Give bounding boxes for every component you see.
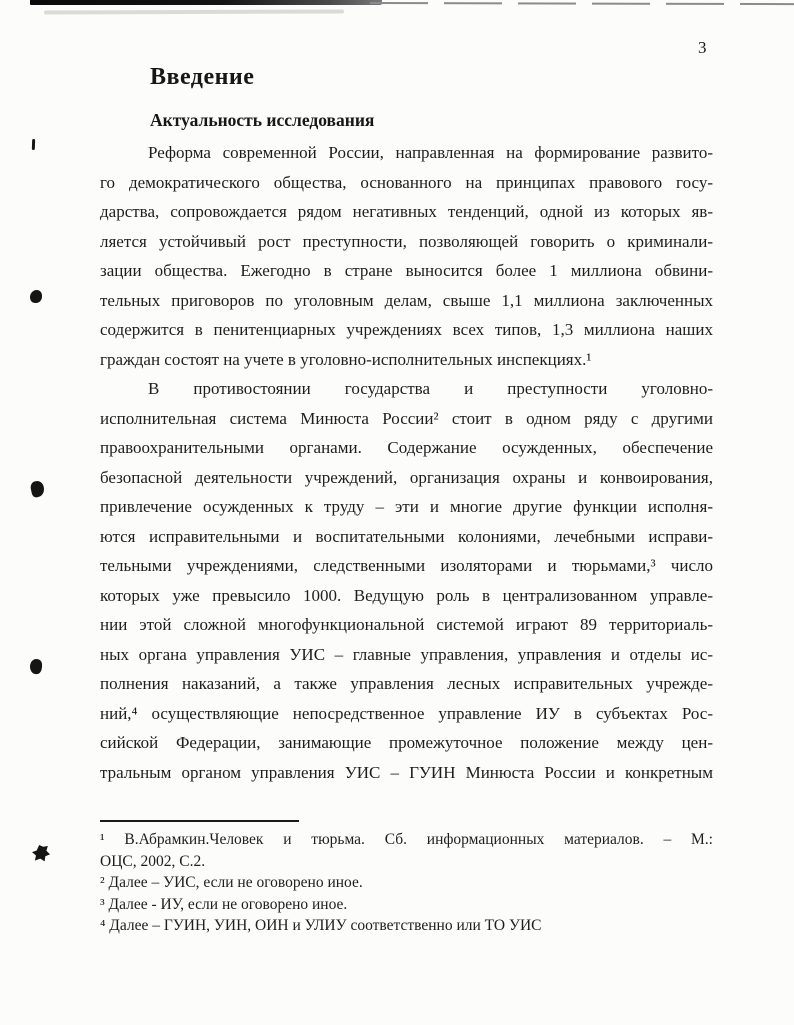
text-line: содержится в пенитенциарных учреждениях всех типов, 1,3 миллиона наших: [100, 320, 713, 339]
text-line: го демократического общества, основанного на принципах правового госу-: [100, 172, 713, 192]
text-line: тральным органом управления УИС – ГУИН Минюста России и конкретным: [100, 762, 713, 782]
chapter-heading: Введение: [150, 64, 255, 90]
text-line: ляется устойчивый рост преступности, позволяющей говорить о криминали-: [100, 231, 713, 251]
text-line: привлечение осужденных к труду – эти и многие другие функции исполня-: [100, 497, 713, 516]
footnote-list: [100, 829, 713, 937]
text-line: дарства, сопровождается рядом негативных тенденций, одной из которых яв-: [100, 202, 713, 221]
footnote-line: ³ Далее - ИУ, если не оговорено иное.: [100, 895, 348, 913]
text-line: В противостоянии государства и преступности уголовно-: [148, 379, 713, 398]
text-line: граждан состоят на учете в уголовно-исполнительных инспекциях.¹: [100, 349, 592, 369]
footnote-separator: [100, 820, 299, 822]
footnote-line: ¹ В.Абрамкин.Человек и тюрьма. Сб. информационных материалов. – М.:: [100, 831, 713, 848]
text-line: сийской Федерации, занимающие промежуточное положение между цен-: [100, 733, 713, 752]
text-line: нии этой сложной многофункциональной системой играют 89 территориаль-: [100, 615, 713, 634]
text-line: безопасной деятельности учреждений, организация охраны и конвоирования,: [100, 467, 713, 487]
text-line: полнения наказаний, а также управления лесных исправительных учрежде-: [100, 674, 713, 693]
scan-artifact-blob: [29, 658, 43, 675]
footnote-block: [100, 820, 713, 937]
body-text: [100, 138, 713, 787]
text-line: тельными учреждениями, следственными изоляторами и тюрьмами,³ число: [100, 556, 713, 575]
scan-smudge: [44, 9, 344, 14]
text-line: ний,⁴ осуществляющие непосредственное управление ИУ в субъектах Рос-: [100, 703, 713, 723]
page-number: 3: [698, 38, 707, 57]
scan-edge-line: [30, 0, 382, 5]
scan-artifact-blob: [29, 480, 45, 498]
text-line: тельных приговоров по уголовным делам, свыше 1,1 миллиона заключенных: [100, 290, 713, 310]
section-subheading: Актуальность исследования: [150, 110, 375, 130]
text-line: Реформа современной России, направленная на формирование развито-: [148, 143, 713, 162]
text-line: зации общества. Ежегодно в стране выносится более 1 миллиона обвини-: [100, 261, 713, 280]
text-line: ются исправительными и воспитательными колониями, лечебными исправи-: [100, 526, 713, 546]
footnote-line: ² Далее – УИС, если не оговорено иное.: [100, 874, 363, 891]
text-line: которых уже превысило 1000. Ведущую роль в централизованном управле-: [100, 585, 713, 605]
text-line: ных органа управления УИС – главные управления, управления и отделы ис-: [100, 644, 713, 664]
footnote-line: ⁴ Далее – ГУИН, УИН, ОИН и УЛИУ соответственно или ТО УИС: [100, 917, 542, 934]
footnote-line: ОЦС, 2002, С.2.: [100, 852, 206, 870]
scan-artifact-blob: [30, 290, 42, 303]
scan-artifact-tick: [32, 139, 35, 150]
scan-edge-line-faint: [370, 2, 794, 5]
text-line: правоохранительными органами. Содержание осужденных, обеспечение: [100, 438, 713, 457]
scan-artifact-blob: [32, 845, 50, 862]
text-line: исполнительная система Минюста России² стоит в одном ряду с другими: [100, 408, 713, 428]
